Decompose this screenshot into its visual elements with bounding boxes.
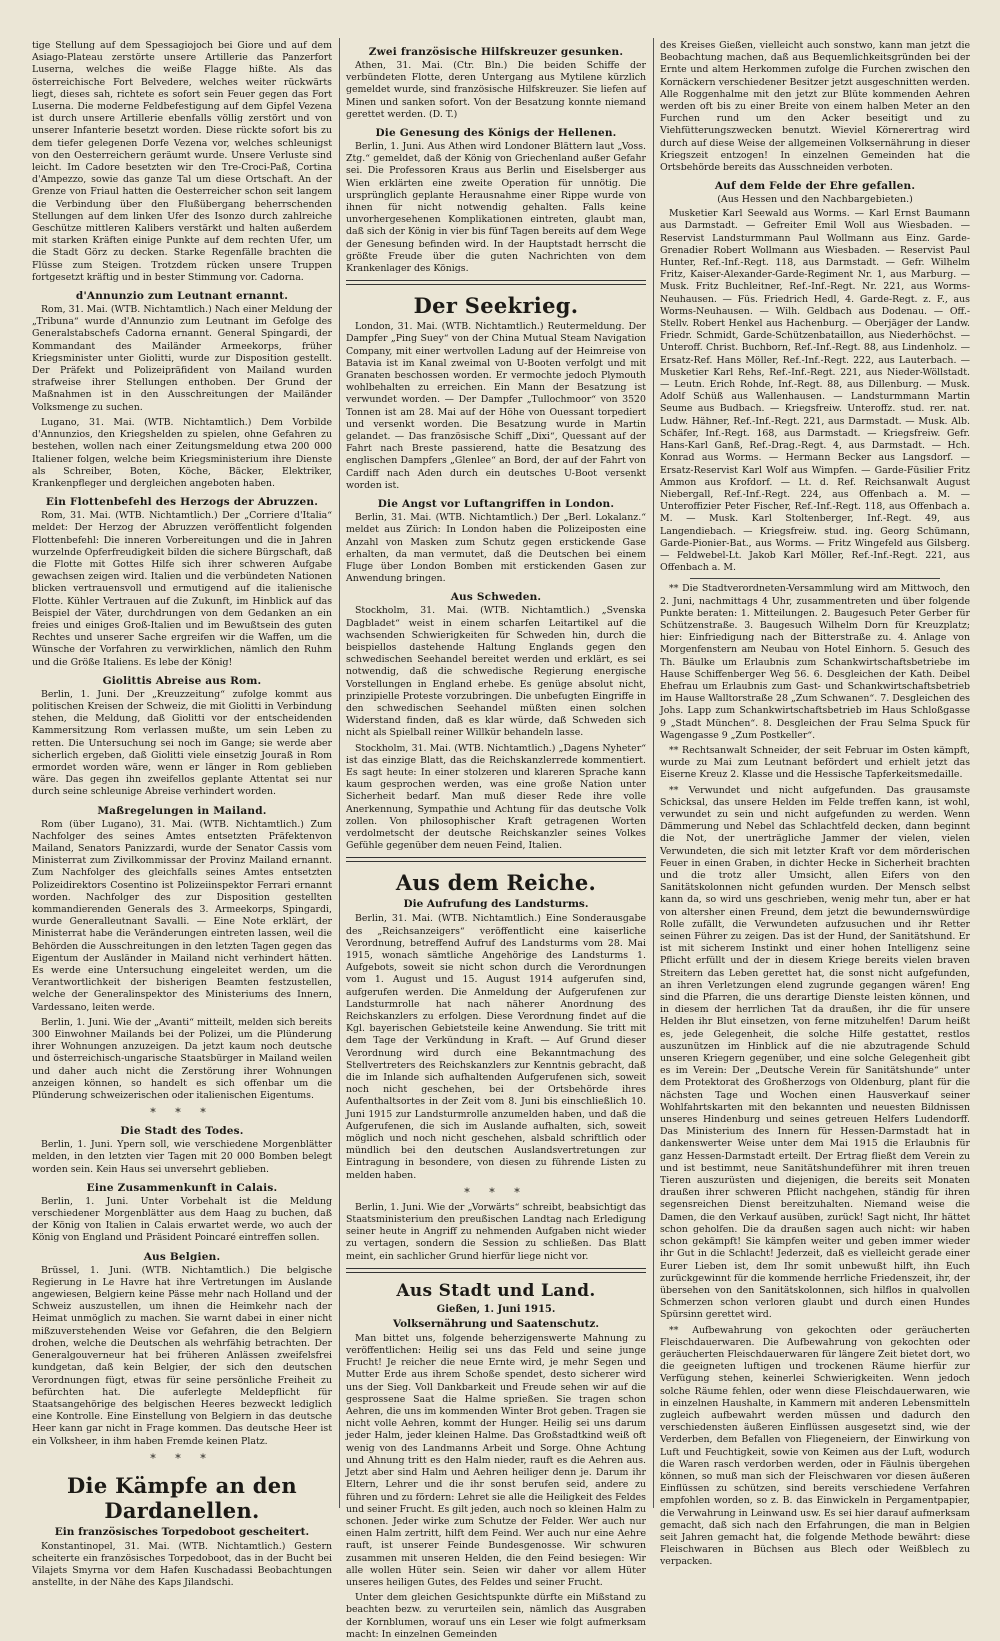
double-rule	[346, 857, 646, 862]
paragraph: ** Rechtsanwalt Schneider, der seit Februar im Osten kämpft, wurde zu Mai zum Leutnant befördert und erhielt jetzt das Eiserne Kreuz 2. Klasse und die Hessische Tapferkeitsmedaille.	[660, 744, 970, 781]
paragraph: Berlin, 1. Juni. Der „Kreuzzeitung“ zufolge kommt aus politischen Kreisen der Schweiz, die mit Giolitti in Verbindung stehen, die Meldung, daß Giolitti vor der entscheidenden Kammersitzung Rom verlassen mußte, um sein Leben zu retten. Die Untersuchung sei noch im Gange; sie werde aber sicherlich ergeben, daß Giolitti viele einsetzig Jouraß in Rom ermordet worden wäre, wenn er länger in Rom geblieben wäre. Das gegen ihn zweifellos geplante Attentat sei nur durch seine schleunige Abreise verhindert worden.	[32, 688, 332, 798]
paragraph: Berlin, 1. Juni. Wie der „Avanti“ mitteilt, melden sich bereits 300 Einwohner Mailands bei der Polizei, um die Plünderung ihrer Wohnungen anzuzeigen. Da jetzt kaum noch deutsche und österreichisch-ungarische Staatsbürger in Mailand weilen und daher auch nicht die Zerstörung ihrer Wohnungen anzeigen können, so handelt es sich offenbar um die Plünderung schweizerischen oder italienischen Eigentums.	[32, 1016, 332, 1102]
paragraph: tige Stellung auf dem Spessagiojoch bei Giore und auf dem Asiago-Plateau zerstörte unsere Artillerie das Panzerfort Luserna, welches die weiße Flagge hißte. Als das österreichische Fort Belvedere, welches weiter rückwärts liegt, dieses sah, richtete es sofort sein Feuer gegen das Fort Luserna. Die moderne Feldbefestigung auf dem Gipfel Vezena ist durch unsere Artillerie ebenfalls völlig zerstört und von unserer Infanterie besetzt worden. Diese rückte sofort bis zu dem tiefer gelegenen Dorfe Vezena vor, welches schleunigst von den Oesterreichern geräumt wurde. Unsere Verluste sind leicht. Im Cadore besetzten wir den Tre-Croci-Paß, Cortina d'Ampezzo, sowie das ganze Tal um diese Ortschaft. An der Grenze von Friaul hatten die Oesterreicher schon seit langem die Verbindung über den Flußübergang beherrschenden Stellungen auf dem linken Ufer des Isonzo durch zahlreiche Geschütze mittleren Kalibers verstärkt und halten außerdem mit starken Kräften einige Punkte auf dem rechten Ufer, um die Stadt Görz zu decken. Starke Regenfälle brachten die Flüsse zum Steigen. Trotzdem rücken unsere Truppen fortgesetzt kräftig und in bester Stimmung vor. Cadorna.	[32, 40, 332, 283]
paragraph: Berlin, 1. Juni. Wie der „Vorwärts“ schreibt, beabsichtigt das Staatsministerium den preußischen Landtag nach Erledigung seiner heute in Angriff zu nehmenden Aufgaben nicht wieder zu vertagen, sondern die Session zu schließen. Das Blatt meint, ein sachlicher Grund hierfür liege nicht vor.	[346, 1201, 646, 1262]
article-headline: Die Stadt des Todes.	[120, 1125, 244, 1138]
paragraph: Berlin, 1. Juni. Unter Vorbehalt ist die Meldung verschiedener Morgenblätter aus dem Haag zu buchen, daß der König von Italien in Calais erwartet werde, wo auch der König von England und Präsident Poincaré eintreffen sollen.	[32, 1195, 332, 1244]
double-rule	[346, 1268, 646, 1273]
section-headline: Die Kämpfe an den Dardanellen.	[67, 1472, 297, 1523]
paragraph: Rom, 31. Mai. (WTB. Nichtamtlich.) Der „Corriere d'Italia“ meldet: Der Herzog der Abruzzen veröffentlicht folgenden Flottenbefehl: Die inneren Vorbereitungen und die in Jahren wurzelnde Opferfreudigkeit bilden die sichere Bürgschaft, daß die Flotte mit Gottes Hilfe sich ihrer schweren Aufgabe gewachsen zeigen wird. Italien und die verbündeten Nationen blicken vertrauensvoll und ermutigend auf die italienische Flotte. Kühler Vertrauen auf die Zukunft, im Hinblick auf das Beispiel der Väter, durchdrungen von dem Gedanken an ein freies und einiges Groß-Italien und im Bewußtsein des guten Rechtes und unserer Sache ergreifen wir die Waffen, um die Wünsche der Vorfahren zu verwirklichen, nämlich den Ruhm und die Größe Italiens. Es lebe der König!	[32, 510, 332, 668]
article-headline: Aus Schweden.	[450, 591, 542, 604]
paragraph: ** Aufbewahrung von gekochten oder geräucherten Fleischdauerwaren. Die Aufbewahrung von gekochten oder geräucherten Fleischdauerwaren für längere Zeit bietet dort, wo die geeigneten luftigen und trockenen Räume hierfür zur Verfügung stehen, keinerlei Schwierigkeiten. Wenn jedoch solche Räume fehlen, oder wenn diese Fleischdauerwaren, wie in einzelnen Haushalte, in Kammern mit anderen Lebensmitteln zugleich aufbewahrt werden müssen und dadurch den verschiedensten äußeren Einflüssen ausgesetzt sind, wie der Verderben, dem Befallen von Fliegeneiern, der Einwirkung von Luft und Feuchtigkeit, sowie von Keimen aus der Luft, wodurch die Waren rasch verdorben werden, oder in Fäulnis übergehen können, so muß man sich der Fleischwaren vor diesen äußeren Einflüssen zu schützen, sind bereits verschiedene Verfahren empfohlen worden, so z. B. das Einwickeln in Pergamentpapier, die Verwahrung in Leinwand usw. Es sei hier darauf aufmerksam gemacht, daß sich nach den Erfahrungen, die man in Belgien seit Jahren gemacht hat, die folgende Methode bewährt: diese Fleischwaren in Büchsen aus Blech oder Weißblech zu verpacken.	[660, 1324, 970, 1568]
article-headline: Die Aufrufung des Landsturms.	[403, 898, 589, 911]
paragraph: ** Die Stadtverordneten-Versammlung wird am Mittwoch, den 2. Juni, nachmittags 4 Uhr, zusammentreten und über folgende Punkte beraten: 1. Mitteilungen. 2. Baugesuch Peter Gerber für Schützenstraße. 3. Baugesuch Wilhelm Dorn für Kreuzplatz; hier: Einfriedigung nach der Bitterstraße zu. 4. Anlage von Morgenfenstern am Neubau von Hotel Einhorn. 5. Gesuch des Th. Bäulke um Erlaubnis zum Schankwirtschaftsbetriebe im Hause Schiffenberger Weg 56. 6. Desgleichen der Kath. Deibel Ehefrau um Erlaubnis zum Gast- und Schankwirtschaftsbetrieb im Hause Walltorstraße 28 „Zum Schwanen“. 7. Desgleichen des Johs. Lapp zum Schankwirtschaftsbetrieb im Haus Schloßgasse 9 „Stadt München“. 8. Desgleichen der Frau Selma Spuck für Wagengasse 9 „Zum Postkeller“.	[660, 583, 970, 741]
paragraph: Berlin, 31. Mai. (WTB. Nichtamtlich.) Der „Berl. Lokalanz.“ meldet aus Zürich: In London haben die Polizeiposten eine Anzahl von Masken zum Schutz gegen erstickende Gase erhalten, da man vermutet, daß die Deutschen bei einem Fluge über London Bomben mit erstickenden Gasen zur Anwendung bringen.	[346, 512, 646, 585]
section-headline: Aus dem Reiche.	[395, 870, 597, 896]
paragraph: ** Verwundet und nicht aufgefunden. Das grausamste Schicksal, das unsere Helden im Felde treffen kann, ist wohl, verwundet zu sein und nicht aufgefunden zu werden. Wenn Dämmerung und Nebel das Schlachtfeld decken, dann beginnt die Not, der unerträgliche Jammer der vielen, vielen Verwundeten, die sich mit letzter Kraft vor dem mörderischen Feuer in einen Graben, in dichter Hecke in Sicherheit brachten und die trotz aller Umsicht, allen Eifers von den Sanitätskolonnen nicht gefunden wurden. Der Mensch selbst kann da, so wird uns geschrieben, wenig mehr tun, aber er hat von altersher einen Freund, dem jetzt die bewundernswürdige Rolle zufällt, die Verwundeten aufzusuchen und ihr Retter seinen Führer zu zeigen. Das ist der Hund, der Sanitätshund. Er ist mit sicherem Instinkt und einer hohen Intelligenz seine Pflicht erfüllt und der in diesem Kriege bereits vielen braven Streitern das Leben gerettet hat, die sonst nicht aufgefunden, an ihren Verletzungen elend zugrunde gegangen wären! Eng sind die Pfarren, die uns derartige Dienste leisten können, und in diesem der herrlichen Tat da draußen, ihr die für unsere Helden ihr Blut einsetzen, von ferne mitzuhelfen! Darum heißt es, jede Gelegenheit, die solche Hilfe gestattet, restlos auszunützen im Hinblick auf die nie abzutragende Schuld unseren Kriegern gegenüber, und eine solche Gelegenheit gibt es im Verein: Der „Deutsche Verein für Sanitätshunde“ unter dem Protektorat des Großherzogs von Oldenburg, plant für die nächsten Tage und Wochen einen Hausverkauf seiner Wohlfahrtskarten mit den bekannten und neuesten Bildnissen unseres Hindenburg und seines getreuen Helfers Ludendorff. Das Ministerium des Innern für Hessen-Darmstadt hat in dankenswerter Weise unter dem Mai 1915 die Erlaubnis für ganz Hessen-Darmstadt erteilt. Der Ertrag fließt dem Verein zu und ist bestimmt, neue Sanitätshundeführer mit ihren treuen Tieren auszurüsten und diejenigen, die bereits seit Monaten draußen ihrer schweren Pflicht nachgehen, ständig für ihren segensreichen Dienst bereitzuhalten. Niemand weise die Damen, die den Verkauf ausüben, zurück! Sagt nicht, Ihr hättet schon geholfen. Die da draußen sagen auch nicht: wir haben schon gekämpft! Sie kämpfen weiter und geben immer wieder ihr Gut in die Schlacht! Jederzeit, daß es vielleicht gerade einer Eurer Lieben ist, dem Ihr somit unbewußt hilft, ihn Euch zurückgewinnt für die kommende herrliche Friedenszeit, ihr, der übersehen von den Sanitätskolonnen, sich hilflos in qualvollen Schmerzen schon verloren glaubt und durch einen Hundes Spürsinn gerettet wird.	[660, 784, 970, 1321]
separator-rule	[690, 578, 940, 579]
section-separator: * * *	[464, 1185, 528, 1199]
article-headline: Ein Flottenbefehl des Herzogs der Abruzzen.	[45, 496, 319, 509]
paragraph: des Kreises Gießen, vielleicht auch sonstwo, kann man jetzt die Beobachtung machen, daß aus Bequemlichkeitsgründen bei der Ernte und altem Herkommen zufolge die Furchen zwischen den Kornäckern verschiedener Besitzer jetzt ausgeschnitten werden. Alle Roggenhalme mit den jetzt zur Blüte kommenden Aehren werden oft bis zu einer Breite von einem halben Meter an den Furchen rund um den Acker beseitigt und zu Viehfütterungszwecken benutzt. Wieviel Körnerertrag wird durch auf diese Weise der allgemeinen Volksernährung in dieser Kriegszeit entzogen! In einzelnen Gemeinden hat die Ortsbehörde bereits das Ausschneiden verboten.	[660, 40, 970, 174]
column-rule	[653, 38, 654, 1508]
article-headline: Ein französisches Torpedoboot gescheitert.	[54, 1525, 310, 1538]
article-headline: Volksernährung und Saatenschutz.	[392, 1317, 600, 1330]
article-headline: Giolittis Abreise aus Rom.	[102, 674, 262, 687]
dateline: Gießen, 1. Juni 1915.	[436, 1303, 556, 1315]
double-rule	[346, 280, 646, 285]
section-separator: * * *	[150, 1106, 214, 1120]
article-headline: Eine Zusammenkunft in Calais.	[86, 1181, 278, 1194]
section-separator: * * *	[150, 1451, 214, 1465]
article-headline: d'Annunzio zum Leutnant ernannt.	[75, 290, 289, 303]
section-headline: Der Seekrieg.	[413, 293, 579, 319]
article-headline: Die Genesung des Königs der Hellenen.	[375, 127, 617, 140]
article-headline: Maßregelungen in Mailand.	[97, 804, 267, 817]
paragraph: Berlin, 31. Mai. (WTB. Nichtamtlich.) Eine Sonderausgabe des „Reichsanzeigers“ veröffentlicht eine kaiserliche Verordnung, betreffend Aufruf des Landsturms vom 28. Mai 1915, wonach sämtliche Angehörige des Landsturms 1. Aufgebots, soweit sie nicht schon durch die Verordnungen vom 1. August und 15. August 1914 aufgerufen sind, aufgerufen werden. Die Anmeldung der Aufgerufenen zur Landsturmrolle hat nach näherer Anordnung des Reichskanzlers zu erfolgen. Diese Verordnung findet auf die Kgl. bayerischen Gebietsteile keine Anwendung. Sie tritt mit dem Tage der Verkündung in Kraft. — Auf Grund dieser Verordnung wird durch eine Bekanntmachung des Stellvertreters des Reichskanzlers zur Kenntnis gebracht, daß die im Inlande sich aufhaltenden Aufgerufenen sich, soweit noch nicht geschehen, bei der Ortsbehörde ihres Aufenthaltsortes in der Zeit vom 8. Juni bis einschließlich 10. Juni 1915 zur Landsturmrolle anzumelden haben, und daß die Aufgerufenen, die sich im Auslande aufhalten, sich, soweit möglich und noch nicht geschehen, alsbald schriftlich oder mündlich bei den deutschen Auslandsvertretungen zur Eintragung in besondere, von diesen zu führende Listen zu melden haben.	[346, 913, 646, 1181]
paragraph: Rom (über Lugano), 31. Mai. (WTB. Nichtamtlich.) Zum Nachfolger des seines Amtes entsetzten Präfektenvon Mailand, Senators Panizzardi, wurde der Senator Cassis vom Ministerrat zum Zivilkommissar der Provinz Mailand ernannt. Zum Nachfolger des gleichfalls seines Amtes entsetzten Polizeidirektors Cosentino ist Polizeiinspektor Ferrari ernannt worden. Nachfolger des zur Disposition gestellten kommandierenden Generals des 3. Armeekorps, Spingardi, wurde Generalleutnant Savalli. — Eine Note erklärt, der Ministerrat habe die Veränderungen eintreten lassen, weil die Behörden die Ausschreitungen in den letzten Tagen gegen das Eigentum der Ausländer in Mailand nicht verhindert hätten. Es werde eine Untersuchung eingeleitet werden, um die Verantwortlichkeit der bisherigen Beamten festzustellen, welche der Generalinspektor des Ministeriums des Innern, Vardessano, leiten werde.	[32, 818, 332, 1013]
paragraph: Stockholm, 31. Mai. (WTB. Nichtamtlich.) „Dagens Nyheter“ ist das einzige Blatt, das die Reichskanzlerrede kommentiert. Es sagt heute: In einer stolzeren und klareren Sprache kann kaum gesprochen werden, was eine große Nation unter Sicherheit bedarf. Man muß dieser Rede ihre volle Anerkennung, Sympathie und Achtung für das deutsche Volk zollen. Von philosophischer Kraft getragenen Worten verdolmetscht der deutsche Reichskanzler seines Volkes Gefühle gegenüber dem neuen Feind, Italien.	[346, 742, 646, 852]
paragraph: Athen, 31. Mai. (Ctr. Bln.) Die beiden Schiffe der verbündeten Flotte, deren Untergang aus Mytilene kürzlich gemeldet wurde, sind französische Hilfskreuzer. Sie liefen auf Minen und sanken sofort. Von der Besatzung konnte niemand gerettet werden. (D. T.)	[346, 60, 646, 120]
paragraph: Unter dem gleichen Gesichtspunkte dürfte ein Mißstand zu beachten bezw. zu verurteilen sein, nämlich das Ausgraben der Kornblumen, worauf uns ein Leser wie folgt aufmerksam macht: In einzelnen Gemeinden	[346, 1592, 646, 1640]
paragraph: London, 31. Mai. (WTB. Nichtamtlich.) Reutermeldung. Der Dampfer „Ping Suey“ von der China Mutual Steam Navigation Company, mit einer wertvollen Ladung auf der Heimreise von Batavia ist im Kanal zweimal von U-Booten verfolgt und mit Granaten beschossen worden. Er vermochte jedoch Plymouth wohlbehalten zu erreichen. Ein Mann der Besatzung ist verwundet worden. — Der Dampfer „Tullochmoor“ von 3520 Tonnen ist am 28. Mai auf der Höhe von Ouessant torpediert und versenkt worden. Die Besatzung wurde in Martin gelandet. — Das französische Schiff „Dixi“, Quessant auf der Fahrt nach Breste passierend, hatte die Besatzung des englischen Dampfers „Glenlee“ an Bord, der auf der Fahrt von Cardiff nach Aden durch ein deutsches U-Boot versenkt worden ist.	[346, 321, 646, 491]
paragraph: Rom, 31. Mai. (WTB. Nichtamtlich.) Nach einer Meldung der „Tribuna“ wurde d'Annunzio zum Leutnant im Gefolge des Generalstabschefs Cadorna ernannt. General Spingardi, der Kommandant des Mailänder Armeekorps, früher Kriegsminister unter Giolitti, wurde zur Disposition gestellt. Der Präfekt und Polizeipräfident von Mailand wurden strafweise ihrer Stellungen enthoben. Der Grund der Maßnahmen ist in den Ausschreitungen der Mailänder Volksmenge zu suchen.	[32, 304, 332, 413]
paragraph: Konstantinopel, 31. Mai. (WTB. Nichtamtlich.) Gestern scheiterte ein französisches Torpedoboot, das in der Bucht bei Vilajets Smyrna vor dem Hafen Kuschadassi Beobachtungen anstellte, in der Nähe des Kaps Jilandschi.	[32, 1540, 332, 1589]
paragraph: Berlin, 1. Juni. Aus Athen wird Londoner Blättern laut „Voss. Ztg.“ gemeldet, daß der König von Griechenland außer Gefahr sei. Die Professoren Kraus aus Berlin und Eiselsberger aus Wien erklärten eine zweite Operation für unnötig. Die ursprünglich geplante Herausnahme einer Rippe wurde von ihnen für nicht notwendig gehalten. Falls keine unvorhergesehenen Komplikationen eintreten, glaubt man, daß sich der König in vier bis fünf Tagen bereits auf dem Wege der Genesung befinden wird. In der Hauptstadt herrscht die größte Freude über die guten Nachrichten von dem Krankenlager des Königs.	[346, 141, 646, 275]
paragraph: Musketier Karl Seewald aus Worms. — Karl Ernst Baumann aus Darmstadt. — Gefreiter Emil Woll aus Wiesbaden. — Reservist Landsturmmann Paul Wollmann aus Einz. Garde-Grenadier Robert Wollmann aus Wiesbaden. — Reservist Paul Hunter, Ref.-Inf.-Regt. 118, aus Darmstadt. — Gefr. Wilhelm Fritz, Kaiser-Alexander-Garde-Regiment Nr. 1, aus Marburg. — Musk. Fritz Buchleitner, Ref.-Inf.-Regt. Nr. 221, aus Worms-Neuhausen. — Füs. Friedrich Hedl, 4. Garde-Regt. z. F., aus Worms-Neuhausen. — Wilh. Geldbach aus Dodenau. — Off.-Stellv. Robert Henkel aus Hachenburg. — Oberjäger der Landw. Friedr. Schmidt, Garde-Schützenbataillon, aus Niederhöchst. — Unteroff. Christ. Buchborn, Ref.-Inf.-Regt. 88, aus Lindenholz. — Ersatz-Ref. Hans Möller, Ref.-Inf.-Regt. 222, aus Lauterbach. — Musketier Karl Rehs, Ref.-Inf.-Regt. 221, aus Nieder-Wöllstadt. — Leutn. Erich Rohde, Inf.-Regt. 88, aus Dillenburg. — Musk. Adolf Schüß aus Wallenhausen. — Landsturmmann Martin Seume aus Budbach. — Kriegsfreiw. Unteroffz. stud. rer. nat. Ludw. Hähner, Ref.-Inf.-Regt. 221, aus Darmstadt. — Musk. Alb. Schäfer, Inf.-Regt. 168, aus Darmstadt. — Kriegsfreiw. Gefr. Hans-Karl Ganß, Ref.-Drag.-Regt. 4, aus Darmstadt. — Hch. Konrad aus Worms. — Hermann Becker aus Langsdorf. — Ersatz-Reservist Karl Wolf aus Wimpfen. — Garde-Füsilier Fritz Ammon aus Krofdorf. — Lt. d. Ref. Reichsanwalt August Niebergall, Ref.-Inf.-Regt. 224, aus Offenbach a. M. — Unteroffizier Peter Fischer, Ref.-Inf.-Regt. 118, aus Offenbach a. M. — Musk. Karl Stoltenberger, Inf.-Regt. 49, aus Langendiebach. — Kriegsfreiw. stud. ing. Georg Schümann, Garde-Pionier-Bat., aus Worms. — Fritz Wingefeld aus Gilsberg. — Feldwebel-Lt. Jakob Karl Möller, Ref.-Inf.-Regt. 221, aus Offenbach a. M.	[660, 208, 970, 574]
column-1	[32, 40, 332, 1589]
article-headline: Aus Belgien.	[143, 1250, 221, 1263]
column-rule	[339, 38, 340, 1508]
article-subheadline: (Aus Hessen und den Nachbargebieten.)	[717, 194, 913, 206]
paragraph: Lugano, 31. Mai. (WTB. Nichtamtlich.) Dem Vorbilde d'Annunzios, den Kriegshelden zu spielen, ohne Gefahren zu bestehen, wollen nach einer Zeitungsmeldung etwa 200 000 Italiener folgen, welche beim Kriegsministerium ihre Dienste als Schreiber, Boten, Köche, Bäcker, Elektriker, Krankenpfleger und dergleichen angeboten haben.	[32, 416, 332, 489]
section-headline: Aus Stadt und Land.	[396, 1280, 596, 1301]
column-3	[660, 40, 970, 1568]
article-headline: Die Angst vor Luftangriffen in London.	[377, 498, 615, 511]
article-headline: Auf dem Felde der Ehre gefallen.	[714, 180, 916, 193]
column-2	[346, 40, 646, 1640]
paragraph: Man bittet uns, folgende beherzigenswerte Mahnung zu veröffentlichen: Heilig sei uns das Feld und seine junge Frucht! Je reicher die neue Ernte wird, je mehr Segen und Mutter Erde aus ihrem Schoße spendet, desto sicherer wird uns der Sieg. Voll Dankbarkeit und Freude sehen wir auf die gesprossene Saat die Halme sprießen. Sie tragen schon Aehren, die uns im kommenden Winter Brot geben. Tragen sie nicht volle Aehren, kommt der Hunger. Heilig sei uns darum jeder Halm, jeder kleinen Halme. Das Großstadtkind weiß oft wenig von des Landmanns Arbeit und Sorge. Ohne Achtung und Ahnung tritt es den Halm nieder, rauft es die Aehren aus. Jetzt aber sind Halm und Aehren heiliger denn je. Darum ihr Eltern, Lehrer und die ihr sonst berufen seid, andere zu führen und zu fördern: Lehret sie alle die Heiligkeit des Feldes und seiner Frucht. Es gilt jeden, auch noch so kleinen Halm zu schonen. Jeder wirke zum Schutze der Felder. Wer auch nur einen Halm zertritt, hilft dem Feind. Wer auch nur eine Aehre rauft, ist unserer Feinde Bundesgenosse. Wir schwuren zusammen mit unseren Helden, die den Feind besiegen: Wir alle wollen Hüter sein. Seien wir daher vor allem Hüter unseres heiligen Gutes, des Feldes und seiner Frucht.	[346, 1332, 646, 1588]
paragraph: Berlin, 1. Juni. Ypern soll, wie verschiedene Morgenblätter melden, in den letzten vier Tagen mit 20 000 Bomben belegt worden sein. Kein Haus sei unversehrt geblieben.	[32, 1139, 332, 1175]
paragraph: Brüssel, 1. Juni. (WTB. Nichtamtlich.) Die belgische Regierung in Le Havre hat ihre Vertretungen im Auslande angewiesen, Belgiern keine Pässe mehr nach Holland und der Schweiz auszustellen, um ihnen die Heimkehr nach der Heimat unmöglich zu machen. Sie warnt dabei in einer nicht mißzuverstehenden Weise vor Gefahren, die den Belgiern drohen, welche die Deutschen als wehrfähig betrachten. Der Generalgouverneur hat bei früheren Anlässen zweifelsfrei kundgetan, daß kein Belgier, der sich den deutschen Verordnungen fügt, etwas für seine persönliche Freiheit zu befürchten hat. Die auferlegte Meldepflicht für Staatsangehörige des belgischen Heeres bezweckt lediglich eine Kontrolle. Eine Einstellung von Belgiern in das deutsche Heer kann gar nicht in Frage kommen. Das deutsche Heer ist ein Volksheer, in ihm haben Fremde keinen Platz.	[32, 1264, 332, 1447]
article-headline: Zwei französische Hilfskreuzer gesunken.	[368, 46, 624, 58]
paragraph: Stockholm, 31. Mai. (WTB. Nichtamtlich.) „Svenska Dagbladet“ weist in einem scharfen Leitartikel auf die wachsenden Schwierigkeiten für Schweden hin, durch die beispiellos dastehende Haltung Englands gegen den schwedischen Seehandel bereitet werden und erklärt, es sei notwendig, daß die schwedische Regierung energische Vorstellungen in England erhebe. Es genüge absolut nicht, prinzipielle Proteste vorzubringen. Die unbefugten Eingriffe in den schwedischen Seehandel müßten einen solchen Widerstand finden, daß es klar würde, daß Schweden sich nicht als Spielball reiner Willkür behandeln lasse.	[346, 605, 646, 739]
